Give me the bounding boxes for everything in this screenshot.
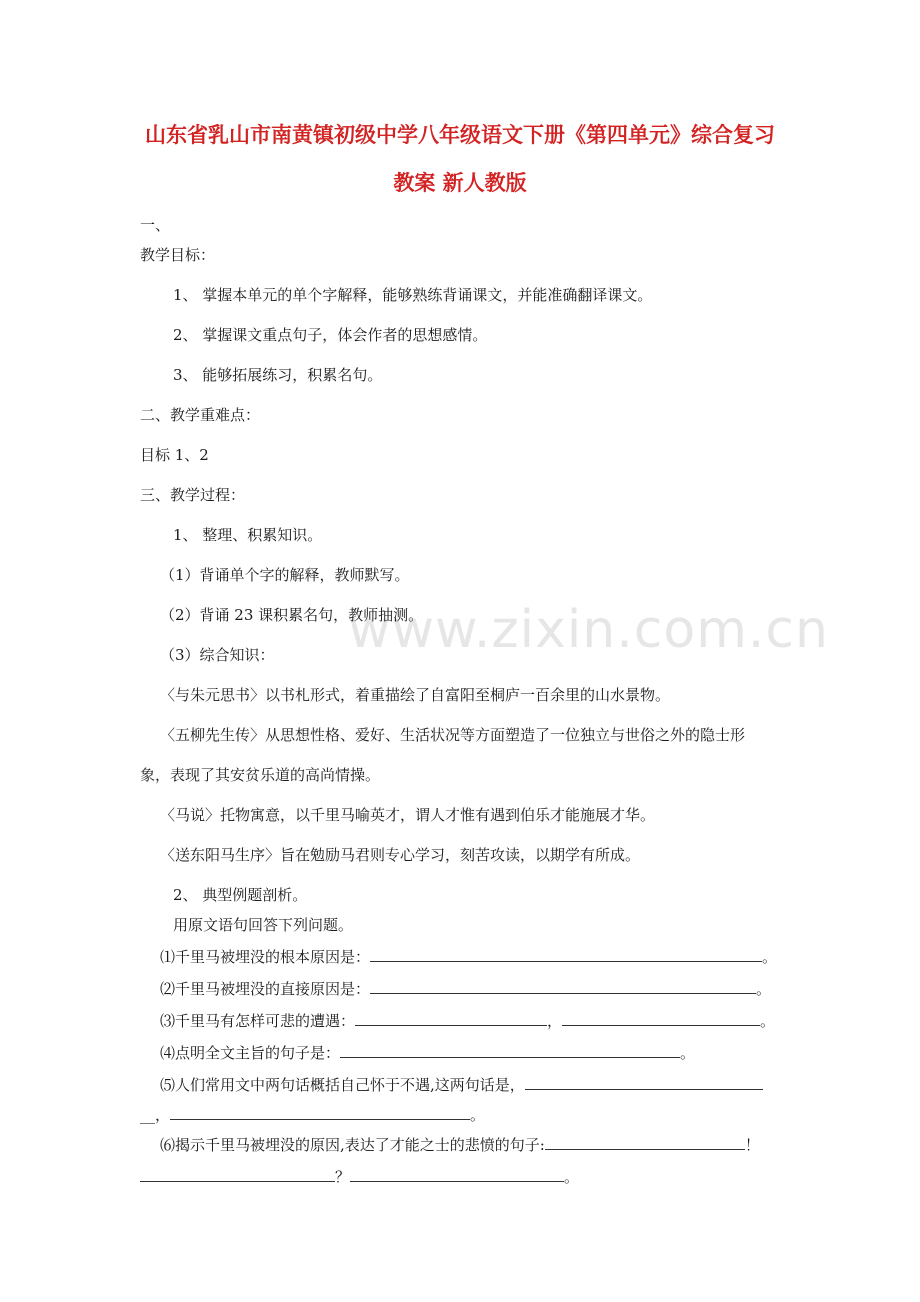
question-5: ⑸人们常用文中两句话概括自己怀于不遇,这两句话是， [160,1074,763,1096]
question-6-continued: ？ 。 [140,1166,579,1188]
question-2: ⑵千里马被埋没的直接原因是： 。 [160,980,772,998]
document-title-line2: 教案 新人教版 [393,171,527,195]
knowledge-2-b: 象，表现了其安贫乐道的高尚情操。 [140,766,381,784]
step-1-c: （3）综合知识： [160,646,275,664]
step-2-intro: 用原文语句回答下列问题。 [173,916,354,934]
section-three-heading: 三、教学过程： [140,486,246,504]
knowledge-4: 〈送东阳马生序〉旨在勉励马君则专心学习，刻苦攻读，以期学有所成。 [160,846,641,864]
step-1-b: （2）背诵 23 课积累名句，教师抽测。 [160,606,424,624]
question-1: ⑴千里马被埋没的根本原因是： 。 [160,948,778,966]
section-two-heading: 二、教学重难点： [140,406,261,424]
answer-blank[interactable] [340,1043,680,1058]
question-4: ⑷点明全文主旨的句子是： 。 [160,1044,696,1062]
question-6: ⑹揭示千里马被埋没的原因,表达了才能之士的悲愤的句子: ！ [160,1136,760,1154]
answer-blank[interactable] [525,1075,763,1090]
answer-blank[interactable] [562,1011,760,1026]
answer-blank[interactable] [370,947,762,962]
answer-blank[interactable] [170,1105,470,1120]
answer-blank[interactable] [545,1135,745,1150]
question-3: ⑶千里马有怎样可悲的遭遇： ， 。 [160,1012,776,1030]
watermark: www.zixin.com.cn [348,600,829,660]
knowledge-3: 〈马说〉托物寓意，以千里马喻英才，谓人才惟有遇到伯乐才能施展才华。 [160,806,656,824]
question-5-continued: __， 。 [140,1106,486,1124]
step-1-a: （1）背诵单个字的解释，教师默写。 [160,566,410,584]
objective-2: 2、 掌握课文重点句子，体会作者的思想感情。 [173,326,488,344]
section-one-heading: 一、 [140,216,171,234]
step-1: 1、 整理、积累知识。 [173,526,323,544]
answer-blank[interactable] [140,1167,335,1182]
answer-blank[interactable] [350,1167,564,1182]
knowledge-2-a: 〈五柳先生传〉从思想性格、爱好、生活状况等方面塑造了一位独立与世俗之外的隐士形 [160,726,746,744]
answer-blank[interactable] [370,979,756,994]
step-2: 2、 典型例题剖析。 [173,886,308,904]
objectives-label: 教学目标： [140,246,216,264]
answer-blank[interactable] [355,1011,547,1026]
document-title-line1: 山东省乳山市南黄镇初级中学八年级语文下册《第四单元》综合复习 [145,123,775,147]
knowledge-1: 〈与朱元思书〉以书札形式，着重描绘了自富阳至桐庐一百余里的山水景物。 [160,686,671,704]
objective-1: 1、 掌握本单元的单个字解释，能够熟练背诵课文，并能准确翻译课文。 [173,286,653,304]
section-two-content: 目标 1、2 [140,446,209,464]
objective-3: 3、 能够拓展练习，积累名句。 [173,366,383,384]
